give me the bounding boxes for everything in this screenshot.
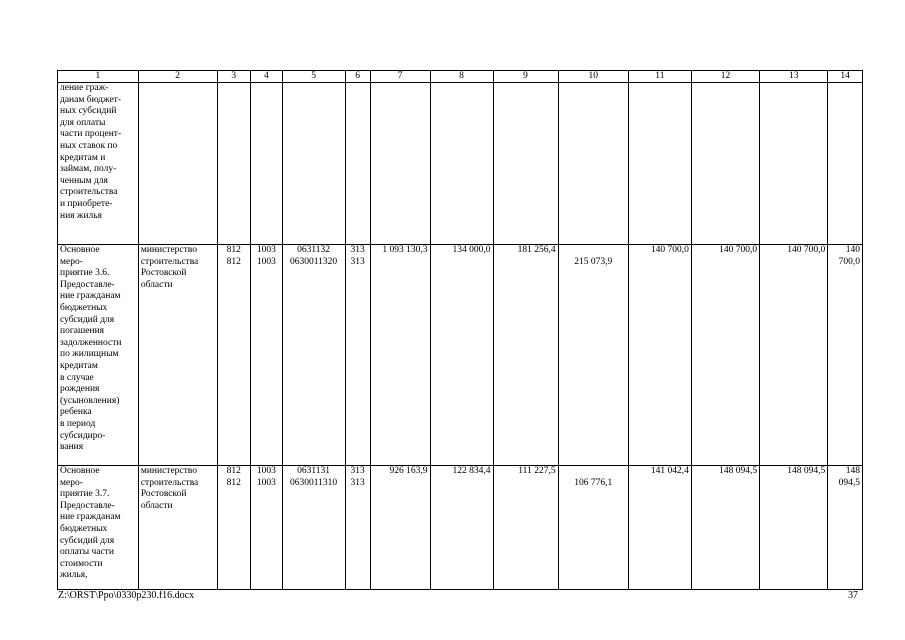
amount-col-12: [691, 83, 759, 245]
amount-col-9: 181 256,4: [493, 245, 558, 466]
column-number: 3: [217, 71, 251, 83]
column-number: 10: [558, 71, 628, 83]
table-row: [58, 83, 863, 245]
amount-col-9: 111 227,5: [493, 466, 558, 590]
vr-code: 313 313: [345, 466, 370, 590]
vr-code: 313 313: [345, 245, 370, 466]
table-row: [58, 245, 863, 466]
amount-col-12: 140 700,0: [691, 245, 759, 466]
amount-col-13: [760, 83, 828, 245]
amount-col-8: [430, 83, 493, 245]
document-file-path: Z:\ORST\Ppo\0330p230.f16.docx: [58, 590, 195, 601]
amount-col-10: 215 073,9: [558, 245, 628, 466]
vr-code: [345, 83, 370, 245]
column-number: 6: [345, 71, 370, 83]
amount-col-9: [493, 83, 558, 245]
column-number: 11: [628, 71, 691, 83]
measure-name: ление граж- данам бюджет- ных субсидий для оплаты части процент- ных ставок по кредитам и займам, полу- ченным для строительства и приобрете- ния жилья: [58, 83, 139, 245]
total-amount: 926 163,9: [370, 466, 430, 590]
amount-col-8: 134 000,0: [430, 245, 493, 466]
page-number: 37: [848, 590, 858, 601]
column-number: 14: [828, 71, 863, 83]
column-number: 9: [493, 71, 558, 83]
grbs-code: 812 812: [217, 245, 251, 466]
column-number: 7: [370, 71, 430, 83]
measure-name: Основное меро- приятие 3.6. Предоставле- ние гражданам бюджетных субсидий для погашения задолженности по жилищным кредитам в случае рождения (усыновления) ребенка в период субсидиро- вания: [58, 245, 139, 466]
rz-pr-code: 1003 1003: [251, 466, 282, 590]
column-number: 2: [138, 71, 217, 83]
executor: [138, 83, 217, 245]
column-number: 1: [58, 71, 139, 83]
amount-col-13: 140 700,0: [760, 245, 828, 466]
column-number: 8: [430, 71, 493, 83]
executor: министерство строительства Ростовской области: [138, 466, 217, 590]
column-number: 5: [282, 71, 345, 83]
amount-col-10: 106 776,1: [558, 466, 628, 590]
amount-col-14: 140 700,0: [828, 245, 863, 466]
amount-col-11: 141 042,4: [628, 466, 691, 590]
column-number-row: [58, 71, 863, 83]
measure-name: Основное меро- приятие 3.7. Предоставле- ние гражданам бюджетных субсидий для оплаты части стоимости жилья,: [58, 466, 139, 590]
budget-table: [57, 70, 863, 590]
csr-code: 0631132 0630011320: [282, 245, 345, 466]
executor: министерство строительства Ростовской области: [138, 245, 217, 466]
total-amount: [370, 83, 430, 245]
table-row: [58, 466, 863, 590]
csr-code: [282, 83, 345, 245]
amount-col-8: 122 834,4: [430, 466, 493, 590]
grbs-code: [217, 83, 251, 245]
amount-col-12: 148 094,5: [691, 466, 759, 590]
amount-col-14: [828, 83, 863, 245]
amount-col-14: 148 094,5: [828, 466, 863, 590]
csr-code: 0631131 0630011310: [282, 466, 345, 590]
column-number: 4: [251, 71, 282, 83]
rz-pr-code: [251, 83, 282, 245]
amount-col-11: [628, 83, 691, 245]
column-number: 12: [691, 71, 759, 83]
total-amount: 1 093 130,3: [370, 245, 430, 466]
column-number: 13: [760, 71, 828, 83]
grbs-code: 812 812: [217, 466, 251, 590]
amount-col-11: 140 700,0: [628, 245, 691, 466]
amount-col-10: [558, 83, 628, 245]
amount-col-13: 148 094,5: [760, 466, 828, 590]
rz-pr-code: 1003 1003: [251, 245, 282, 466]
